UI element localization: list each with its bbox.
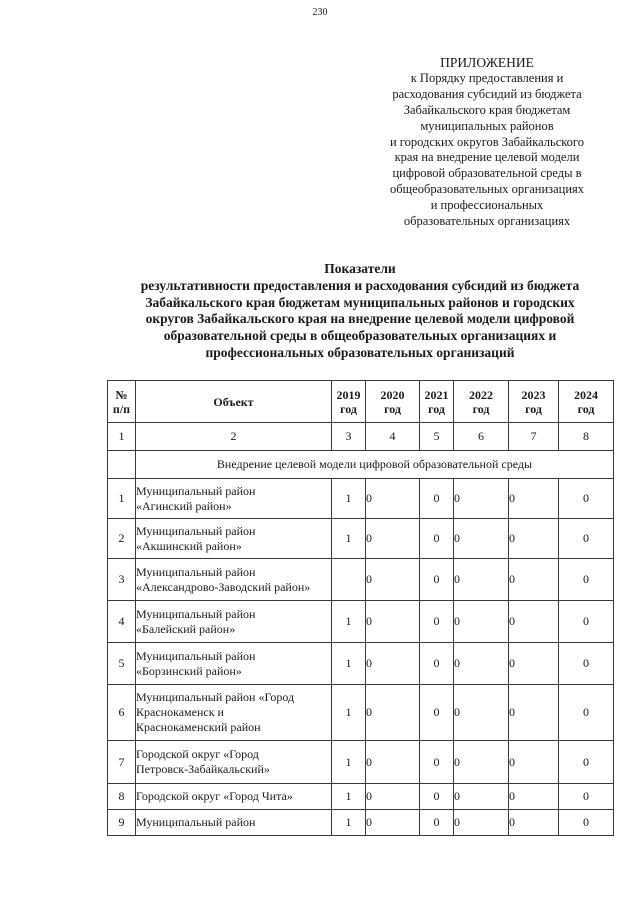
row-object-name: Муниципальный район: [136, 810, 332, 836]
row-number: 2: [108, 519, 136, 559]
appendix-line: муниципальных районов: [420, 118, 554, 133]
value-2022: 0: [454, 479, 509, 519]
appendix-line: общеобразовательных организациях: [389, 182, 585, 197]
row-number: 9: [108, 810, 136, 836]
header-object: Объект: [136, 381, 332, 423]
value-2024: 0: [559, 810, 614, 836]
value-2021: 0: [420, 479, 454, 519]
value-2021: 0: [420, 810, 454, 836]
row-object-name: Муниципальный район «Агинский район»: [136, 479, 332, 519]
column-number: 2: [136, 423, 332, 451]
appendix-line: цифровой образовательной среды в: [392, 166, 582, 181]
value-2021: 0: [420, 519, 454, 559]
value-2020: 0: [366, 601, 420, 643]
column-number: 7: [509, 423, 559, 451]
indicators-table: [107, 380, 614, 836]
value-2024: 0: [559, 741, 614, 784]
value-2022: 0: [454, 784, 509, 810]
title-line: профессиональных образовательных организаций: [205, 344, 515, 360]
value-2023: 0: [509, 643, 559, 685]
value-2021: 0: [420, 784, 454, 810]
row-number: 4: [108, 601, 136, 643]
header-number: № п/п: [108, 381, 136, 423]
section-row: [108, 451, 614, 479]
appendix-line: Забайкальского края бюджетам: [403, 102, 571, 117]
table-header-row: [108, 381, 614, 423]
value-2023: 0: [509, 479, 559, 519]
value-2022: 0: [454, 810, 509, 836]
value-2019: 1: [332, 643, 366, 685]
row-object-name: Городской округ «Город Чита»: [136, 784, 332, 810]
value-2019: 1: [332, 741, 366, 784]
appendix-block: [358, 55, 616, 230]
row-object-name: Муниципальный район «Балейский район»: [136, 601, 332, 643]
value-2020: 0: [366, 559, 420, 601]
value-2022: 0: [454, 685, 509, 741]
row-number: 6: [108, 685, 136, 741]
row-number: 7: [108, 741, 136, 784]
table-row: [108, 559, 614, 601]
row-number: 8: [108, 784, 136, 810]
appendix-line: расходования субсидий из бюджета: [392, 86, 582, 101]
value-2019: [332, 559, 366, 601]
table-row: [108, 643, 614, 685]
title-line: результативности предоставления и расходования субсидий из бюджета: [140, 277, 580, 293]
section-title: Внедрение целевой модели цифровой образовательной среды: [136, 451, 614, 479]
value-2022: 0: [454, 519, 509, 559]
page-number: 230: [312, 7, 328, 18]
appendix-line: края на внедрение целевой модели: [394, 150, 580, 165]
title-line: округов Забайкальского края на внедрение целевой модели цифровой: [145, 311, 575, 327]
value-2019: 1: [332, 601, 366, 643]
value-2022: 0: [454, 643, 509, 685]
appendix-line: образовательных организациях: [403, 214, 571, 229]
value-2020: 0: [366, 784, 420, 810]
column-number-row: [108, 423, 614, 451]
table-row: [108, 810, 614, 836]
header-year: 2023 год: [509, 381, 559, 423]
value-2023: 0: [509, 784, 559, 810]
value-2024: 0: [559, 784, 614, 810]
row-object-name: Городской округ «Город Петровск-Забайкальский»: [136, 741, 332, 784]
value-2024: 0: [559, 643, 614, 685]
value-2021: 0: [420, 601, 454, 643]
value-2024: 0: [559, 559, 614, 601]
value-2020: 0: [366, 741, 420, 784]
row-object-name: Муниципальный район «Александрово-Заводский район»: [136, 559, 332, 601]
value-2022: 0: [454, 741, 509, 784]
value-2020: 0: [366, 479, 420, 519]
column-number: 1: [108, 423, 136, 451]
value-2020: 0: [366, 810, 420, 836]
appendix-heading: ПРИЛОЖЕНИЕ: [440, 55, 534, 70]
header-year: 2021 год: [420, 381, 454, 423]
value-2024: 0: [559, 685, 614, 741]
row-number: 1: [108, 479, 136, 519]
value-2023: 0: [509, 519, 559, 559]
value-2019: 1: [332, 519, 366, 559]
row-object-name: Муниципальный район «Борзинский район»: [136, 643, 332, 685]
value-2019: 1: [332, 479, 366, 519]
table-row: [108, 601, 614, 643]
header-year: 2022 год: [454, 381, 509, 423]
title-heading: Показатели: [324, 261, 396, 276]
value-2019: 1: [332, 810, 366, 836]
value-2021: 0: [420, 643, 454, 685]
value-2021: 0: [420, 685, 454, 741]
table-row: [108, 784, 614, 810]
section-spacer: [108, 451, 136, 479]
appendix-line: к Порядку предоставления и: [410, 70, 564, 85]
value-2022: 0: [454, 601, 509, 643]
value-2024: 0: [559, 479, 614, 519]
header-year: 2020 год: [366, 381, 420, 423]
value-2024: 0: [559, 601, 614, 643]
document-title: [100, 261, 620, 362]
value-2019: 1: [332, 784, 366, 810]
column-number: 4: [366, 423, 420, 451]
column-number: 5: [420, 423, 454, 451]
value-2021: 0: [420, 559, 454, 601]
table-row: [108, 519, 614, 559]
header-year: 2019 год: [332, 381, 366, 423]
table-row: [108, 479, 614, 519]
row-object-name: Муниципальный район «Город Краснокаменск и Краснокаменский район: [136, 685, 332, 741]
value-2022: 0: [454, 559, 509, 601]
value-2024: 0: [559, 519, 614, 559]
appendix-line: и профессиональных: [430, 198, 544, 213]
value-2023: 0: [509, 810, 559, 836]
title-line: Забайкальского края бюджетам муниципальных районов и городских: [145, 294, 575, 310]
header-year: 2024 год: [559, 381, 614, 423]
value-2020: 0: [366, 519, 420, 559]
value-2023: 0: [509, 601, 559, 643]
table-row: [108, 685, 614, 741]
appendix-line: и городских округов Забайкальского: [389, 134, 584, 149]
value-2023: 0: [509, 741, 559, 784]
column-number: 3: [332, 423, 366, 451]
row-number: 5: [108, 643, 136, 685]
value-2023: 0: [509, 685, 559, 741]
column-number: 6: [454, 423, 509, 451]
column-number: 8: [559, 423, 614, 451]
row-number: 3: [108, 559, 136, 601]
row-object-name: Муниципальный район «Акшинский район»: [136, 519, 332, 559]
value-2020: 0: [366, 643, 420, 685]
value-2023: 0: [509, 559, 559, 601]
value-2021: 0: [420, 741, 454, 784]
title-line: образовательной среды в общеобразовательных организациях и: [163, 328, 557, 344]
table-row: [108, 741, 614, 784]
value-2019: 1: [332, 685, 366, 741]
value-2020: 0: [366, 685, 420, 741]
